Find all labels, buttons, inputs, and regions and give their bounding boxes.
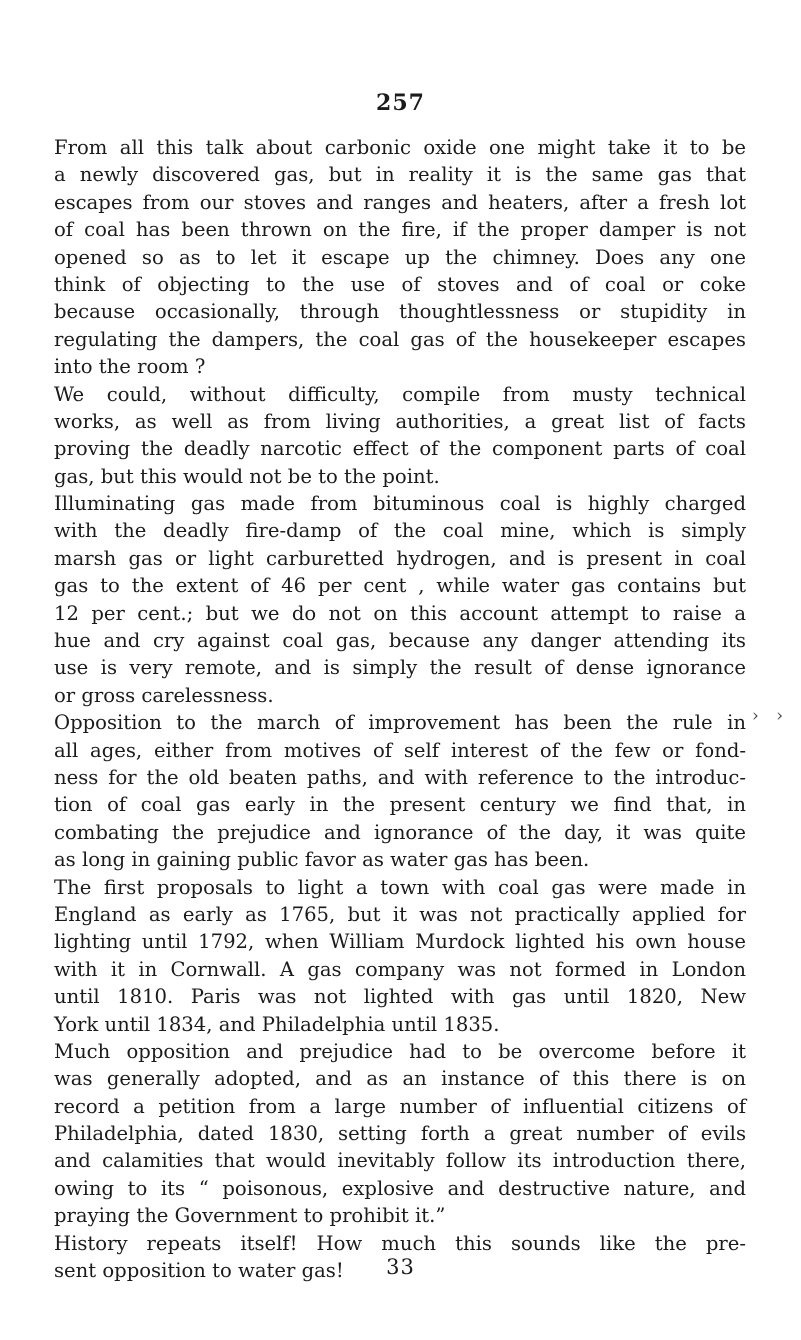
text-line: hue and cry against coal gas, because any danger attending its [54, 629, 746, 653]
text-line: all ages, either from motives of self interest of the few or fond- [54, 738, 746, 762]
text-line: opened so as to let it escape up the chimney. Does any one [54, 245, 746, 269]
text-line: lighting until 1792, when William Murdock lighted his own house [54, 930, 746, 954]
text-line: 12 per cent.; but we do not on this account attempt to raise a [54, 601, 746, 625]
signature-mark: 33 [386, 1255, 415, 1279]
text-line: owing to its “ poisonous, explosive and destructive nature, and [54, 1176, 746, 1200]
text-line: regulating the dampers, the coal gas of the housekeeper escapes [54, 327, 746, 351]
text-line: of coal has been thrown on the fire, if the proper damper is not [54, 218, 746, 242]
text-line: works, as well as from living authorities, a great list of facts [54, 409, 746, 433]
text-line: marsh gas or light carburetted hydrogen, and is present in coal [54, 546, 746, 570]
text-line: escapes from our stoves and ranges and heaters, after a fresh lot [54, 190, 746, 214]
text-line: was generally adopted, and as an instance of this there is on [54, 1067, 746, 1091]
text-line: York until 1834, and Philadelphia until 1835. [54, 1012, 500, 1036]
body-text [54, 134, 746, 1284]
text-line: think of objecting to the use of stoves and of coal or coke [54, 272, 746, 296]
text-line: Illuminating gas made from bituminous coal is highly charged [54, 492, 746, 516]
text-line: Much opposition and prejudice had to be overcome before it [54, 1039, 746, 1063]
text-line: ness for the old beaten paths, and with reference to the introduc- [54, 765, 746, 789]
text-line: sent opposition to water gas! [54, 1259, 344, 1283]
text-line: with it in Cornwall. A gas company was not formed in London [54, 957, 746, 981]
text-line: The first proposals to light a town with coal gas were made in [54, 875, 746, 899]
text-line: and calamities that would inevitably follow its introduction there, [54, 1149, 746, 1173]
page-number: 257 [376, 90, 425, 116]
text-line: praying the Government to prohibit it.” [54, 1204, 446, 1228]
text-line: or gross carelessness. [54, 683, 274, 707]
text-line: use is very remote, and is simply the result of dense ignorance [54, 656, 746, 680]
text-line: From all this talk about carbonic oxide one might take it to be [54, 136, 746, 159]
text-line: as long in gaining public favor as water gas has been. [54, 848, 590, 872]
text-line: until 1810. Paris was not lighted with gas until 1820, New [54, 985, 746, 1009]
margin-mark: › › [752, 706, 790, 726]
text-line: gas to the extent of 46 per cent , while water gas contains but [54, 574, 746, 598]
text-line: Philadelphia, dated 1830, setting forth a great number of evils [54, 1122, 746, 1146]
text-line: combating the prejudice and ignorance of the day, it was quite [54, 820, 746, 844]
text-line: tion of coal gas early in the present century we find that, in [54, 793, 746, 817]
text-line: into the room ? [54, 355, 206, 379]
text-line: because occasionally, through thoughtlessness or stupidity in [54, 300, 746, 324]
text-line: with the deadly fire-damp of the coal mine, which is simply [54, 519, 746, 543]
text-line: proving the deadly narcotic effect of the component parts of coal [54, 437, 746, 461]
text-line: History repeats itself! How much this sounds like the pre- [54, 1231, 746, 1255]
text-line: record a petition from a large number of influential citizens of [54, 1094, 746, 1118]
text-line: a newly discovered gas, but in reality it is the same gas that [54, 163, 746, 187]
text-line: gas, but this would not be to the point. [54, 464, 440, 488]
text-line: England as early as 1765, but it was not practically applied for [54, 902, 746, 926]
text-line: We could, without difficulty, compile from musty technical [54, 382, 746, 406]
text-line: Opposition to the march of improvement has been the rule in [54, 711, 746, 735]
